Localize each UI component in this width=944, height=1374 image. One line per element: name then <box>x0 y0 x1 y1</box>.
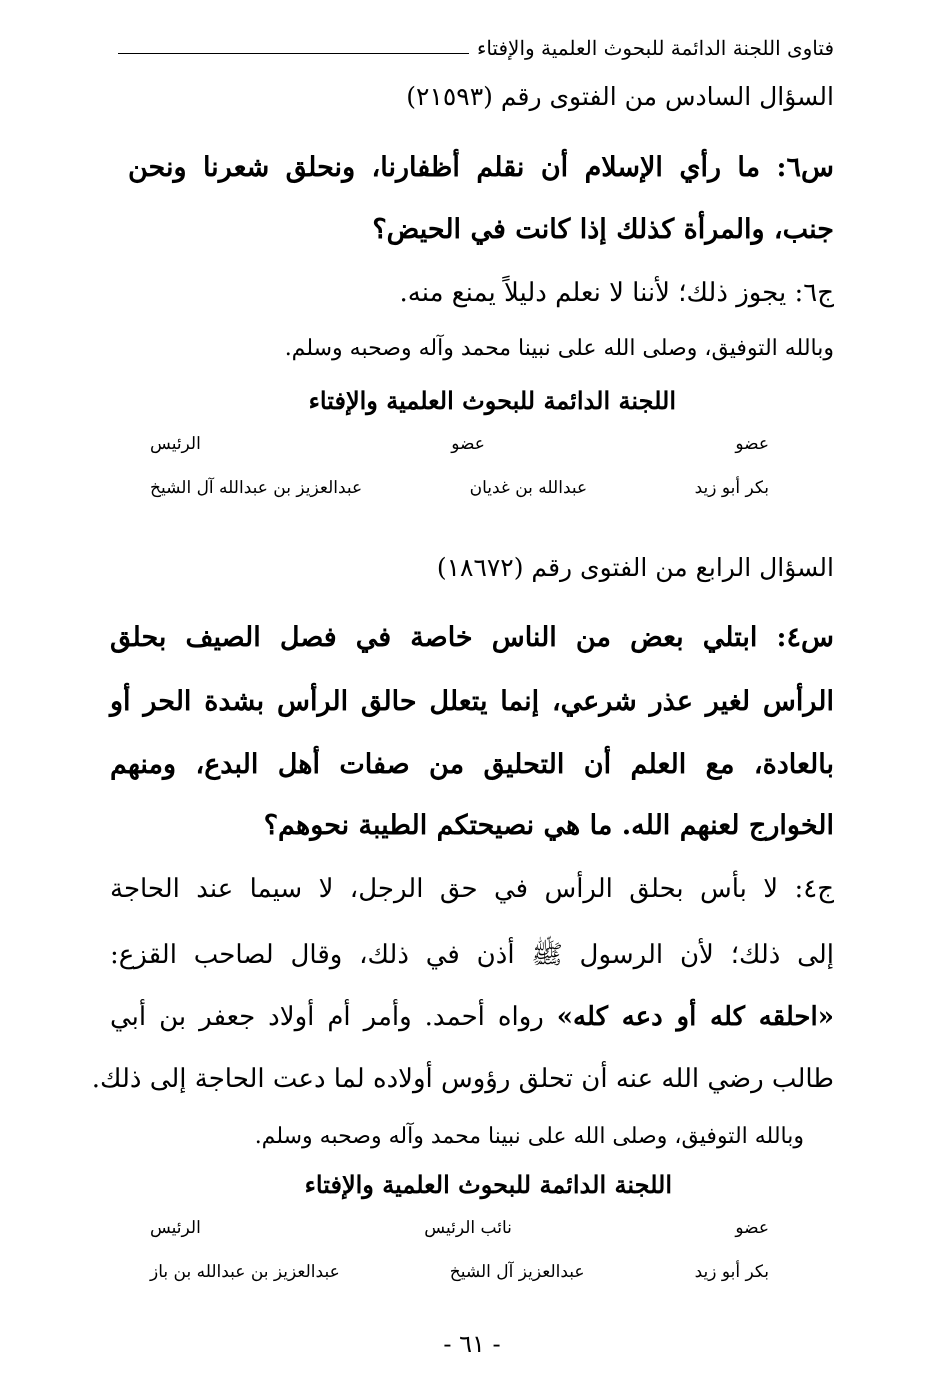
signatory-roles <box>150 1218 769 1238</box>
question-line: بالعادة، مع العلم أن التحليق من صفات أهل البدع، ومنهم <box>110 749 834 780</box>
signatory-name: عبدالعزيز بن عبدالله آل الشيخ <box>150 478 363 498</box>
committee-name: اللجنة الدائمة للبحوث العلمية والإفتاء <box>304 1170 672 1199</box>
answer-line: طالب رضي الله عنه أن تحلق رؤوس أولاده لما دعت الحاجة إلى ذلك. <box>91 1064 834 1094</box>
committee-name: اللجنة الدائمة للبحوث العلمية والإفتاء <box>308 386 676 415</box>
closing-prayer: وبالله التوفيق، وصلى الله على نبينا محمد وآله وصحبه وسلم. <box>254 1124 804 1149</box>
question-line: س٤: ابتلي بعض من الناس خاصة في فصل الصيف بحلق <box>110 622 834 653</box>
question-line: س٦: ما رأي الإسلام أن نقلم أظفارنا، ونحلق شعرنا ونحن <box>128 152 834 183</box>
closing-prayer: وبالله التوفيق، وصلى الله على نبينا محمد وآله وصحبه وسلم. <box>284 336 834 361</box>
running-header <box>118 30 834 60</box>
signatory-role: الرئيس <box>150 434 201 454</box>
signatory-name: عبدالعزيز آل الشيخ <box>449 1262 585 1282</box>
signatory-name: عبدالله بن غديان <box>469 478 588 498</box>
answer-text: ج٦: يجوز ذلك؛ لأننا لا نعلم دليلاً يمنع منه. <box>399 278 834 308</box>
running-header-title: فتاوى اللجنة الدائمة للبحوث العلمية والإفتاء <box>476 36 834 60</box>
signatory-names <box>150 478 769 498</box>
answer-line-rest: رواه أحمد. وأمر أم أولاد جعفر بن أبي <box>110 1002 557 1032</box>
answer-line: إلى ذلك؛ لأن الرسول ﷺ أذن في ذلك، وقال لصاحب القزع: <box>110 940 834 970</box>
header-rule <box>118 53 469 54</box>
signatory-name: بكر أبو زيد <box>694 478 769 498</box>
hadith-quote: «احلقه كله أو دعه كله» <box>556 1002 834 1032</box>
signatory-role: نائب الرئيس <box>424 1218 512 1238</box>
signatory-role: عضو <box>451 434 485 454</box>
signatory-names <box>150 1262 769 1282</box>
fatwa-reference: السؤال الرابع من الفتوى رقم (١٨٦٧٢) <box>436 553 834 582</box>
signatory-name: عبدالعزيز بن عبدالله بن باز <box>150 1262 340 1282</box>
answer-line: ج٤: لا بأس بحلق الرأس في حق الرجل، لا سيما عند الحاجة <box>110 874 834 904</box>
signatory-role: عضو <box>735 1218 769 1238</box>
page-number: - ٦١ - <box>443 1330 501 1358</box>
signatory-roles <box>150 434 769 454</box>
question-line: الخوارج لعنهم الله. ما هي نصيحتكم الطيبة نحوهم؟ <box>263 810 834 841</box>
fatwa-reference: السؤال السادس من الفتوى رقم (٢١٥٩٣) <box>406 82 834 111</box>
signatory-role: عضو <box>735 434 769 454</box>
question-line: الرأس لغير عذر شرعي، إنما يتعلل حالق الرأس بشدة الحر أو <box>110 686 834 717</box>
question-line: جنب، والمرأة كذلك إذا كانت في الحيض؟ <box>372 214 834 245</box>
signatory-role: الرئيس <box>150 1218 201 1238</box>
answer-line <box>110 1002 834 1032</box>
signatory-name: بكر أبو زيد <box>694 1262 769 1282</box>
